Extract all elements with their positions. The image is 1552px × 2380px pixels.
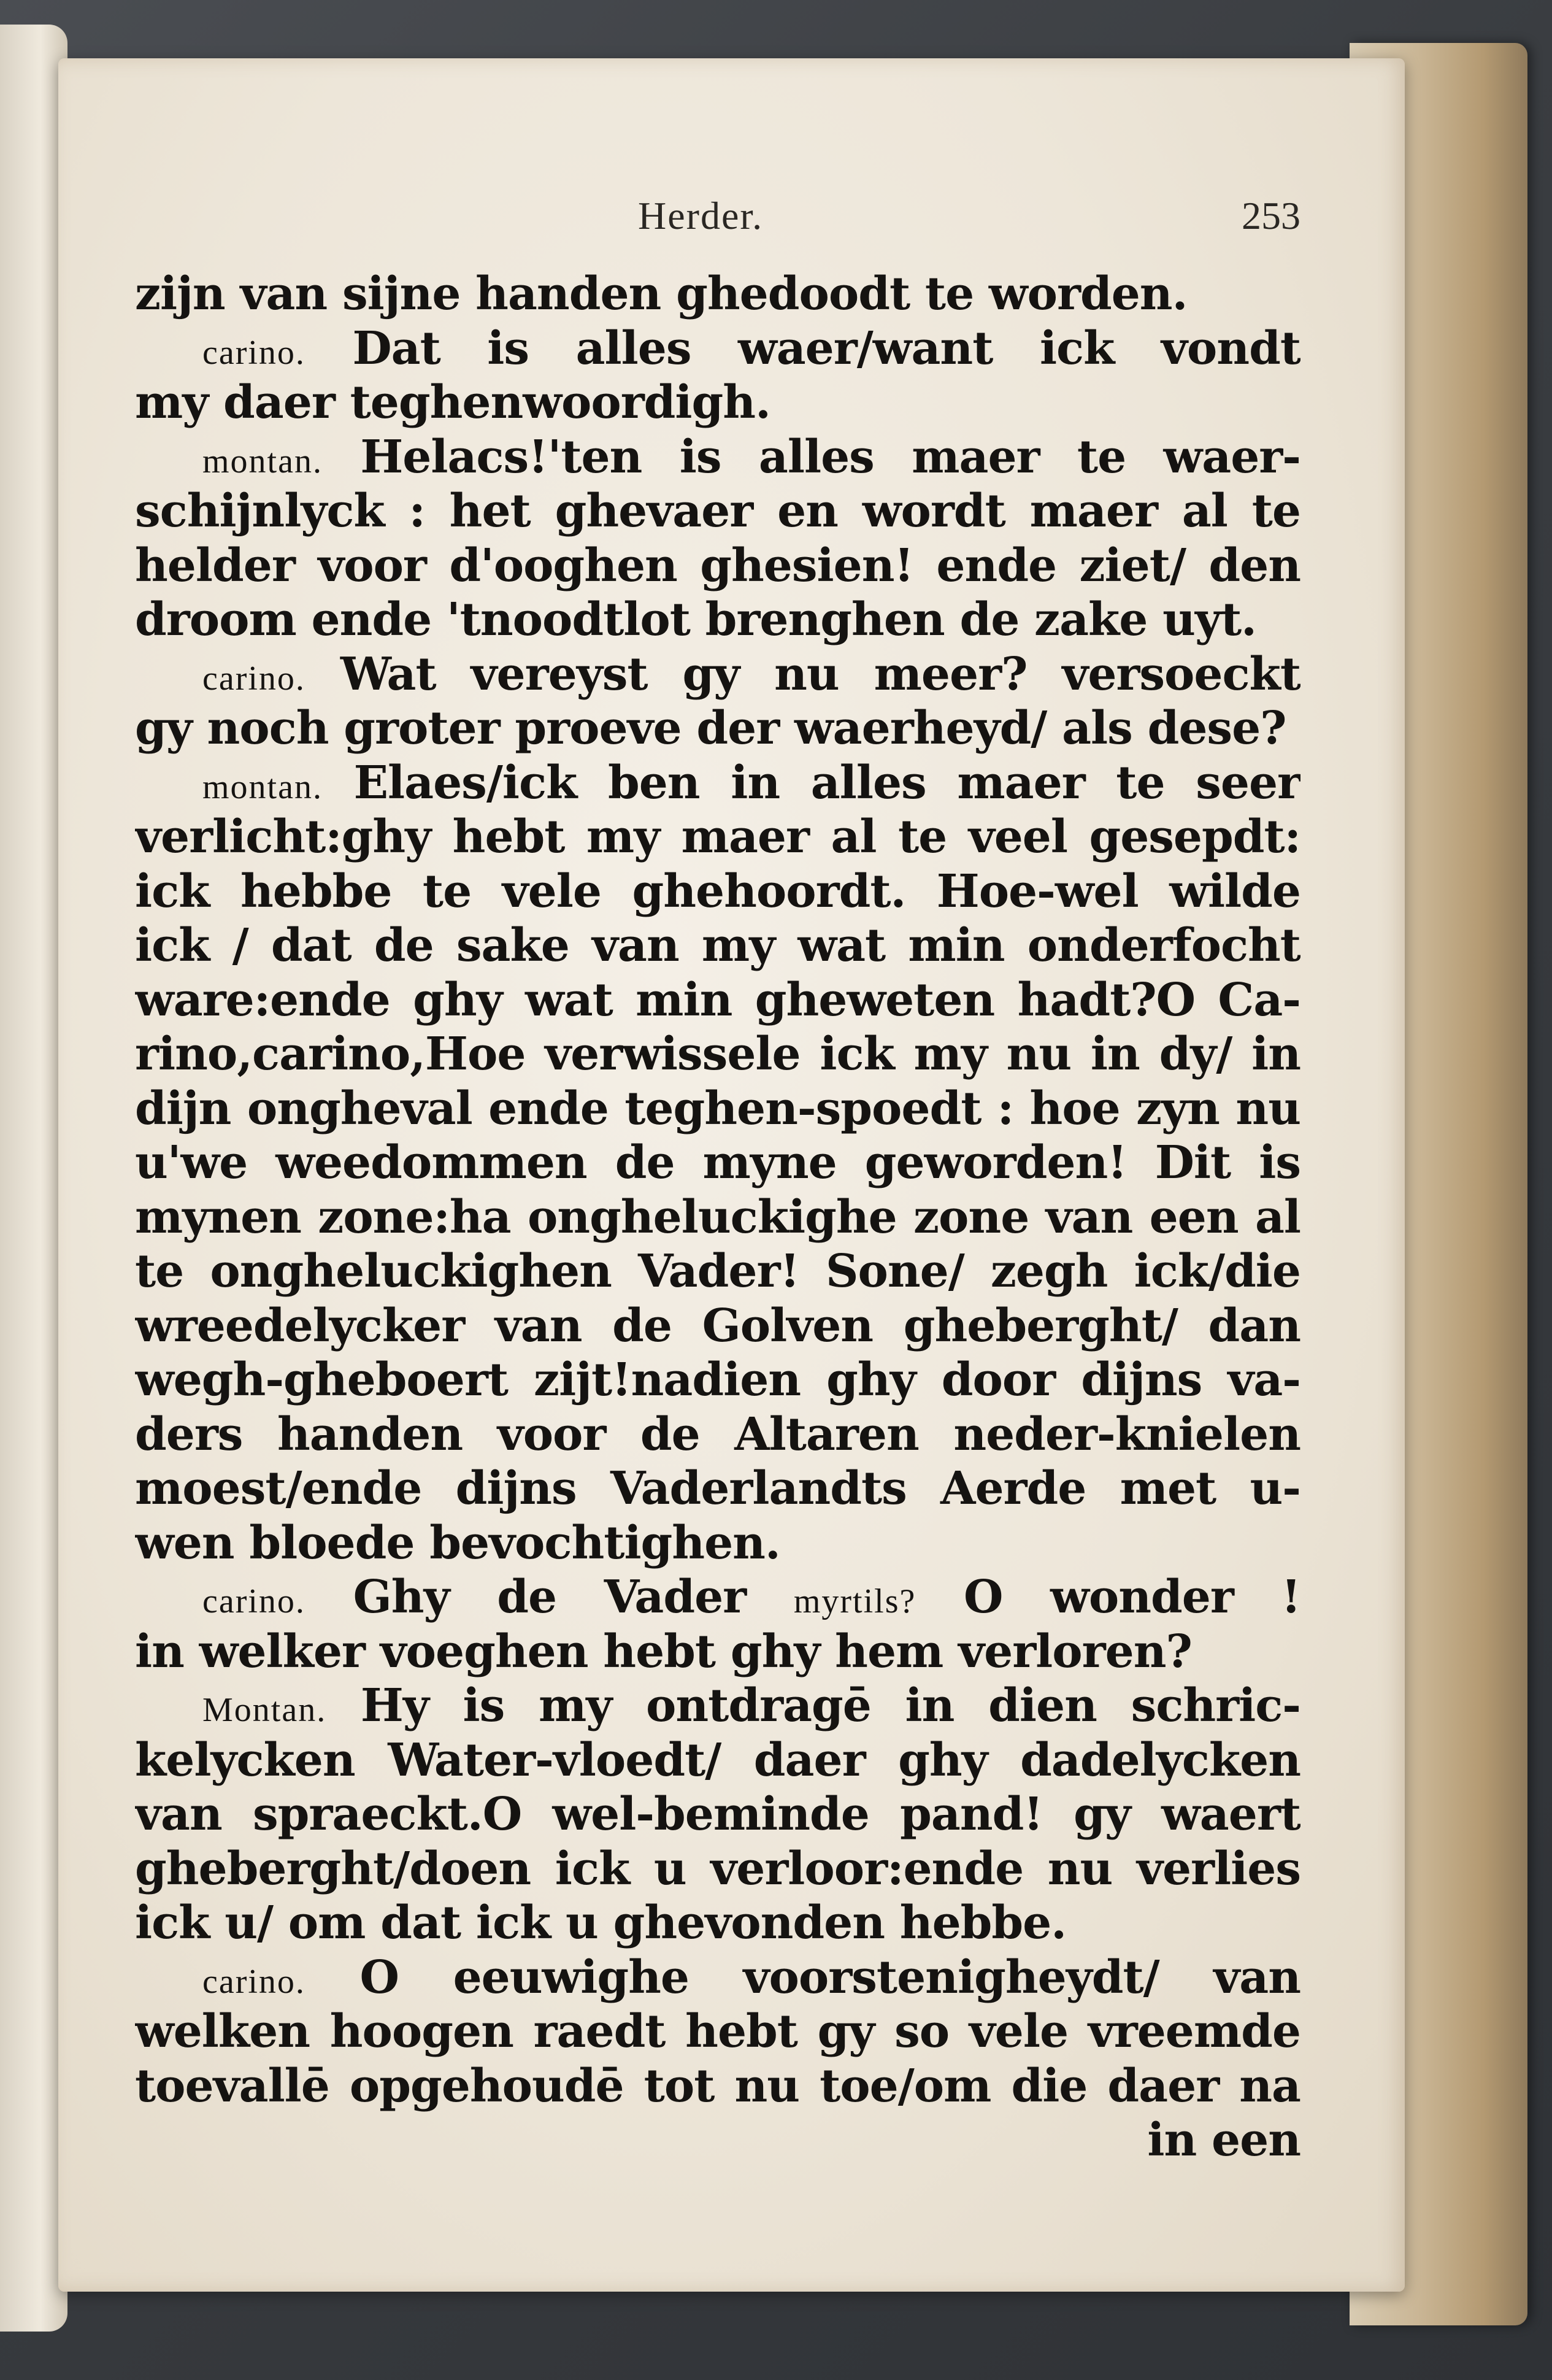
line-text: gheberght/doen ick u verloor:ende nu verlies xyxy=(135,1842,1300,1895)
left-page-edge xyxy=(0,25,67,2332)
text-line xyxy=(135,1679,1300,1733)
speaker-name: Montan. xyxy=(202,1691,327,1729)
line-text: te ongheluckighen Vader! Sone/ zegh ick/die xyxy=(135,1245,1300,1298)
line-text: my daer teghenwoordigh. xyxy=(135,376,770,429)
text-line xyxy=(135,2113,1300,2168)
line-text: verlicht:ghy hebt my maer al te veel gesepdt: xyxy=(135,811,1300,863)
text-line xyxy=(135,1244,1300,1299)
line-text: toevallē opgehoudē tot nu toe/om die daer na xyxy=(135,2059,1300,2112)
text-line xyxy=(135,1027,1300,1082)
text-line xyxy=(135,1190,1300,1245)
line-text: droom ende 'tnoodtlot brenghen de zake uyt. xyxy=(135,593,1256,646)
text-line xyxy=(135,1570,1300,1625)
line-text: zijn van sijne handen ghedoodt te worden. xyxy=(135,268,1188,320)
line-text: ick / dat de sake van my wat min onderfocht xyxy=(135,919,1300,972)
line-text: wreedelycker van de Golven gheberght/ dan xyxy=(135,1299,1300,1352)
line-text: Dat is alles waer/want ick vondt xyxy=(352,322,1300,375)
text-line xyxy=(135,375,1300,430)
text-line xyxy=(135,430,1300,485)
line-text: schijnlyck : het ghevaer en wordt maer al te xyxy=(135,485,1300,537)
line-text: welken hoogen raedt hebt gy so vele vreemde xyxy=(135,2005,1300,2058)
text-line xyxy=(135,865,1300,919)
line-text: Wat vereyst gy nu meer? versoeckt xyxy=(340,647,1300,701)
text-line xyxy=(135,267,1300,322)
speaker-name: carino. xyxy=(202,333,305,372)
text-line xyxy=(135,1408,1300,1462)
line-text: rino,carino,Hoe verwissele ick my nu in dy/ in xyxy=(135,1028,1300,1080)
speaker-name: myrtils? xyxy=(793,1582,916,1620)
text-line xyxy=(135,1842,1300,1897)
text-line xyxy=(135,701,1300,756)
text-line xyxy=(135,647,1300,702)
page-header xyxy=(135,193,1300,267)
speaker-name: montan. xyxy=(202,768,323,806)
text-line xyxy=(135,1733,1300,1788)
text-line xyxy=(135,1462,1300,1516)
line-text: ick hebbe te vele ghehoordt. Hoe-wel wilde xyxy=(135,865,1300,918)
line-text: ick u/ om dat ick u ghevonden hebbe. xyxy=(135,1897,1066,1949)
text-line xyxy=(135,973,1300,1028)
line-text: moest/ende dijns Vaderlandts Aerde met u- xyxy=(135,1462,1300,1515)
line-text: van spraeckt.O wel-beminde pand! gy waert xyxy=(135,1788,1300,1841)
text-line xyxy=(135,1896,1300,1951)
text-line xyxy=(135,1787,1300,1842)
line-text: Hy is my ontdragē in dien schric- xyxy=(360,1679,1300,1732)
text-line xyxy=(135,593,1300,647)
text-line xyxy=(135,1136,1300,1190)
text-block xyxy=(135,193,1300,2168)
text-line xyxy=(135,539,1300,593)
text-line xyxy=(135,1299,1300,1354)
page-number: 253 xyxy=(1242,194,1300,237)
speaker-name: carino. xyxy=(202,659,305,698)
line-text: dijn ongheval ende teghen-spoedt : hoe zyn nu xyxy=(135,1082,1300,1135)
text-line xyxy=(135,756,1300,811)
book-page xyxy=(58,58,1405,2292)
line-text: u'we weedommen de myne geworden! Dit is xyxy=(135,1136,1300,1189)
line-text: Ghy de Vader xyxy=(353,1571,747,1623)
line-text: in een xyxy=(1147,2114,1300,2166)
running-head: Herder. xyxy=(638,194,764,237)
line-text: ware:ende ghy wat min gheweten hadt?O Ca- xyxy=(135,973,1300,1026)
text-line xyxy=(135,1082,1300,1136)
text-line xyxy=(135,1353,1300,1408)
line-text: O wonder ! xyxy=(964,1571,1300,1623)
text-line xyxy=(135,810,1300,865)
text-line xyxy=(135,2005,1300,2059)
speaker-name: carino. xyxy=(202,1582,305,1620)
text-line xyxy=(135,2059,1300,2114)
line-text: helder voor d'ooghen ghesien! ende ziet/ den xyxy=(135,539,1300,592)
line-text: ders handen voor de Altaren neder-knielen xyxy=(135,1408,1300,1461)
text-line xyxy=(135,1625,1300,1679)
line-text: O eeuwighe voorstenigheydt/ van xyxy=(359,1951,1300,2004)
speaker-name: carino. xyxy=(202,1962,305,2001)
line-text: kelycken Water-vloedt/ daer ghy dadelycken xyxy=(135,1733,1300,1787)
text-lines xyxy=(135,267,1300,2168)
text-line xyxy=(135,1951,1300,2005)
line-text: wen bloede bevochtighen. xyxy=(135,1516,780,1569)
line-text: wegh-gheboert zijt!nadien ghy door dijns va- xyxy=(135,1354,1300,1406)
line-text: gy noch groter proeve der waerheyd/ als dese? xyxy=(135,702,1286,755)
speaker-name: montan. xyxy=(202,442,323,480)
text-line xyxy=(135,1516,1300,1571)
line-text: mynen zone:ha ongheluckighe zone van een al xyxy=(135,1190,1300,1244)
line-text: in welker voeghen hebt ghy hem verloren? xyxy=(135,1625,1192,1678)
text-line xyxy=(135,322,1300,376)
text-line xyxy=(135,918,1300,973)
text-line xyxy=(135,484,1300,539)
line-text: Elaes/ick ben in alles maer te seer xyxy=(353,756,1300,809)
line-text: Helacs!'ten is alles maer te waer- xyxy=(360,430,1300,483)
